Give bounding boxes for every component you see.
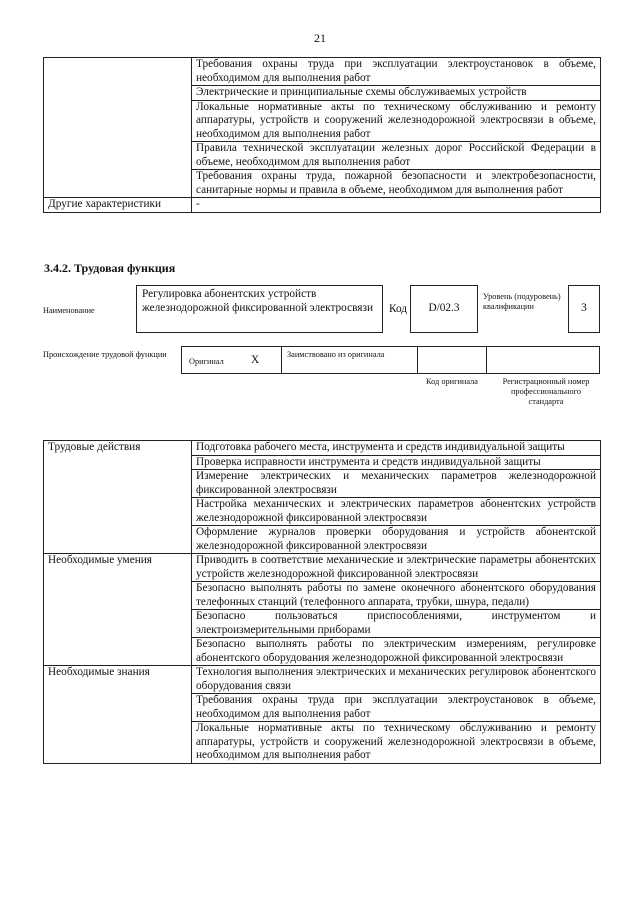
- level-label: Уровень (подуровень) квалификации: [483, 292, 561, 311]
- origin-label: Происхождение трудовой функции: [43, 350, 167, 359]
- origin-divider-1: [281, 346, 282, 374]
- top-table-row: [44, 198, 601, 213]
- borrowed-label: Заимствовано из оригинала: [287, 350, 385, 359]
- top-requirements-table: [43, 57, 601, 213]
- regnum-caption: Регистрационный номер профессионального стандарта: [502, 377, 590, 406]
- main-table-item: Безопасно выполнять работы по электрическим измерениям, регулировке абонентского оборудования железнодорожной фиксированной электросвязи: [192, 638, 601, 666]
- main-table-item: Измерение электрических и механических параметров железнодорожной фиксированной электросвязи: [192, 470, 601, 498]
- top-table-item: Правила технической эксплуатации железных дорог Российской Федерации в объеме, необходимом для выполнения работ: [192, 142, 601, 170]
- main-table-item: Приводить в соответствие механические и электрические параметры абонентских устройств железнодорожной фиксированной электросвязи: [192, 554, 601, 582]
- top-table-row-label: Другие характеристики: [44, 198, 192, 213]
- main-table-row-label: Необходимые умения: [44, 554, 192, 666]
- main-table-item: Оформление журналов проверки оборудования и устройств абонентской железнодорожной фиксированной электросвязи: [192, 526, 601, 554]
- original-mark: X: [251, 354, 260, 366]
- level-box: [568, 285, 600, 333]
- main-table-item: Безопасно пользоваться приспособлениями, инструментом и электроизмерительными приборами: [192, 610, 601, 638]
- top-table-row: [44, 58, 601, 86]
- function-name-box: [136, 285, 383, 333]
- main-table-item: Безопасно выполнять работы по замене оконечного абонентского оборудования телефонных станций (телефонного аппарата, трубки, шнура, педали): [192, 582, 601, 610]
- name-label: Наименование: [43, 306, 95, 315]
- original-label: Оригинал: [189, 357, 224, 366]
- top-table-row-label: [44, 58, 192, 198]
- origin-divider-2: [417, 346, 418, 374]
- main-table-item: Локальные нормативные акты по техническому обслуживанию и ремонту аппаратуры, устройств и сооружений железнодорожной электросвязи в объеме, необходимом для выполнения работ: [192, 722, 601, 764]
- top-table-item: Требования охраны труда при эксплуатации электроустановок в объеме, необходимом для выполнения работ: [192, 58, 601, 86]
- main-table-row: [44, 441, 601, 456]
- code-box: [410, 285, 478, 333]
- main-table-item: Подготовка рабочего места, инструмента и средств индивидуальной защиты: [192, 441, 601, 456]
- level-value: 3: [581, 302, 587, 314]
- main-table-row: [44, 554, 601, 582]
- origin-divider-3: [486, 346, 487, 374]
- main-table-row: [44, 666, 601, 694]
- top-table-item: -: [192, 198, 601, 213]
- main-table-item: Проверка исправности инструмента и средств индивидуальной защиты: [192, 455, 601, 470]
- top-table-item: Требования охраны труда, пожарной безопасности и электробезопасности, санитарные нормы и правила в объеме, необходимом для выполнения работ: [192, 170, 601, 198]
- code-original-caption: Код оригинала: [426, 377, 478, 386]
- main-table-item: Настройка механических и электрических параметров абонентских устройств железнодорожной фиксированной электросвязи: [192, 498, 601, 526]
- top-table-item: Электрические и принципиальные схемы обслуживаемых устройств: [192, 86, 601, 101]
- function-details-table: [43, 440, 601, 764]
- code-value: D/02.3: [428, 302, 460, 314]
- function-name-value: Регулировка абонентских устройств железнодорожной фиксированной электросвязи: [142, 288, 374, 314]
- section-heading: 3.4.2. Трудовая функция: [44, 261, 176, 275]
- main-table-item: Требования охраны труда при эксплуатации электроустановок в объеме, необходимом для выполнения работ: [192, 694, 601, 722]
- top-table-item: Локальные нормативные акты по техническому обслуживанию и ремонту аппаратуры, устройств и сооружений железнодорожной электросвязи в объеме, необходимом для выполнения работ: [192, 100, 601, 142]
- code-label: Код: [389, 303, 408, 315]
- main-table-row-label: Необходимые знания: [44, 666, 192, 764]
- main-table-item: Технология выполнения электрических и механических регулировок абонентского оборудования связи: [192, 666, 601, 694]
- page-number: 21: [314, 31, 326, 45]
- main-table-row-label: Трудовые действия: [44, 441, 192, 554]
